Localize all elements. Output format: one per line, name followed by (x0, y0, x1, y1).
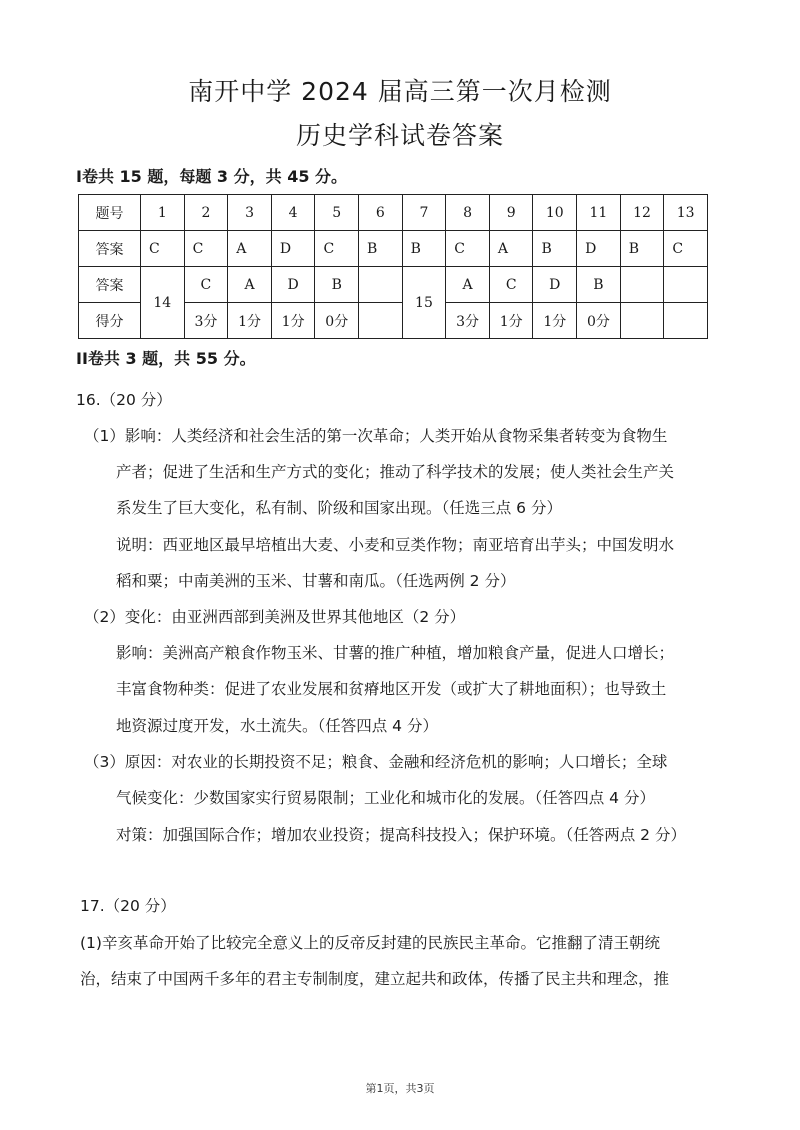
table-row (79, 267, 708, 303)
table-cell: D (271, 231, 315, 267)
table-cell: A (228, 267, 272, 303)
table-cell: 8 (446, 195, 490, 231)
table-cell: B (315, 267, 359, 303)
table-cell: B (620, 231, 664, 267)
table-cell: A (228, 231, 272, 267)
table-cell: 3分 (446, 303, 490, 339)
table-cell: 7 (402, 195, 446, 231)
answer-line: 对策：加强国际合作；增加农业投资；提高科技投入；保护环境。（任答两点 2 分） (116, 826, 686, 844)
table-cell: 3分 (184, 303, 228, 339)
table-cell: 13 (664, 195, 708, 231)
table-cell: D (533, 267, 577, 303)
table-cell: B (402, 231, 446, 267)
question-16-heading: 16.（20 分） (76, 391, 172, 409)
table-cell: 5 (315, 195, 359, 231)
table-cell: 答案 (79, 231, 141, 267)
answer-line: 治，结束了中国两千多年的君主专制制度，建立起共和政体，传播了民主共和理念，推 (80, 970, 670, 988)
table-row (79, 195, 708, 231)
answer-table (78, 194, 708, 339)
table-cell: B (577, 267, 621, 303)
answer-line: 影响：美洲高产粮食作物玉米、甘薯的推广种植，增加粮食产量，促进人口增长； (116, 644, 675, 662)
table-cell: 1分 (533, 303, 577, 339)
table-cell: 1分 (228, 303, 272, 339)
answer-line: (1)辛亥革命开始了比较完全意义上的反帝反封建的民族民主革命。它推翻了清王朝统 (80, 934, 660, 952)
answer-line: 气候变化：少数国家实行贸易限制；工业化和城市化的发展。（任答四点 4 分） (116, 789, 655, 807)
table-cell: C (315, 231, 359, 267)
table-cell (620, 303, 664, 339)
answer-line: 说明：西亚地区最早培植出大麦、小麦和豆类作物；南亚培育出芋头；中国发明水 (116, 536, 675, 554)
table-cell: 题号 (79, 195, 141, 231)
table-cell: C (184, 231, 228, 267)
table-cell-q14: 14 (141, 267, 185, 339)
question-17-heading: 17.（20 分） (80, 897, 176, 915)
answer-line: （1）影响：人类经济和社会生活的第一次革命；人类开始从食物采集者转变为食物生 (84, 427, 668, 445)
table-cell (664, 303, 708, 339)
table-cell: 1分 (489, 303, 533, 339)
table-cell: 1分 (271, 303, 315, 339)
table-cell: 0分 (577, 303, 621, 339)
table-cell: 4 (271, 195, 315, 231)
table-cell: 12 (620, 195, 664, 231)
table-cell: 9 (489, 195, 533, 231)
table-cell: C (446, 231, 490, 267)
table-cell: C (184, 267, 228, 303)
table-cell: C (489, 267, 533, 303)
table-cell: C (141, 231, 185, 267)
table-cell: 0分 (315, 303, 359, 339)
table-cell (359, 303, 403, 339)
table-cell: 11 (577, 195, 621, 231)
table-cell: 答案 (79, 267, 141, 303)
answer-line: （2）变化：由亚洲西部到美洲及世界其他地区（2 分） (84, 608, 466, 626)
table-row (79, 231, 708, 267)
table-cell: 10 (533, 195, 577, 231)
section-1-heading: I卷共 15 题，每题 3 分，共 45 分。 (76, 167, 348, 186)
table-cell: 2 (184, 195, 228, 231)
table-cell: 1 (141, 195, 185, 231)
table-cell: B (359, 231, 403, 267)
table-cell (620, 267, 664, 303)
answer-line: 地资源过度开发，水土流失。（任答四点 4 分） (116, 717, 438, 735)
page-footer: 第1页，共3页 (365, 1082, 435, 1095)
table-cell: B (533, 231, 577, 267)
answer-line: 系发生了巨大变化，私有制、阶级和国家出现。（任选三点 6 分） (116, 499, 562, 517)
table-cell: A (446, 267, 490, 303)
table-cell (664, 267, 708, 303)
answer-line: 丰富食物种类：促进了农业发展和贫瘠地区开发（或扩大了耕地面积）；也导致土 (116, 680, 667, 698)
table-cell: C (664, 231, 708, 267)
table-cell: 6 (359, 195, 403, 231)
table-cell: 得分 (79, 303, 141, 339)
table-cell: 3 (228, 195, 272, 231)
page-title: 南开中学 2024 届高三第一次月检测 (188, 77, 612, 106)
table-cell: D (577, 231, 621, 267)
answer-line: 稻和粟；中南美洲的玉米、甘薯和南瓜。（任选两例 2 分） (116, 572, 516, 590)
table-cell-q15: 15 (402, 267, 446, 339)
answer-line: （3）原因：对农业的长期投资不足；粮食、金融和经济危机的影响；人口增长；全球 (84, 753, 668, 771)
section-2-heading: II卷共 3 题，共 55 分。 (76, 349, 256, 368)
page-subtitle: 历史学科试卷答案 (295, 121, 504, 150)
table-cell: A (489, 231, 533, 267)
table-cell (359, 267, 403, 303)
answer-line: 产者；促进了生活和生产方式的变化；推动了科学技术的发展；使人类社会生产关 (116, 463, 675, 481)
table-cell: D (271, 267, 315, 303)
